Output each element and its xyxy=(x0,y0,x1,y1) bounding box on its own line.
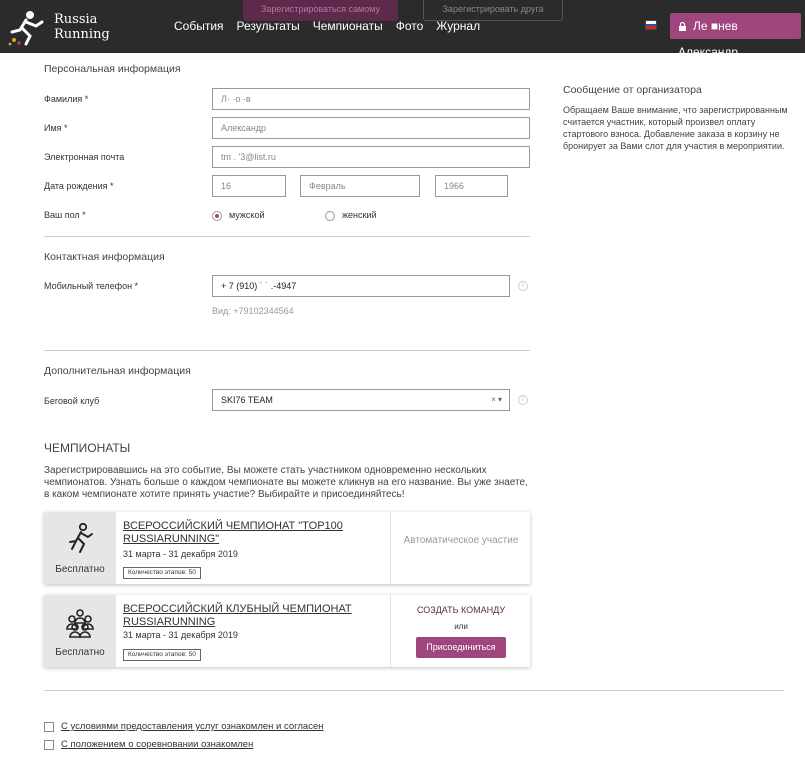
organizer-message-text: Обращаем Ваше внимание, что зарегистрированным считается участник, который произвел оплату стартового взноса. Добавление заказа в корзину не бронирует за Вами слот для участия в мероприятии. xyxy=(563,105,788,151)
championship-dates: 31 марта - 31 декабря 2019 xyxy=(123,549,238,559)
russian-flag-icon[interactable] xyxy=(645,20,657,30)
rules-checkbox[interactable] xyxy=(44,740,54,750)
running-club-select[interactable] xyxy=(212,389,510,411)
card-badge xyxy=(44,512,116,584)
name-field[interactable]: Александр xyxy=(212,117,530,139)
name-label: Имя * xyxy=(44,123,68,133)
birth-date-label: Дата рождения * xyxy=(44,181,114,191)
birth-month-select[interactable]: Февраль xyxy=(300,175,420,197)
divider xyxy=(44,236,530,237)
logo-text xyxy=(54,12,110,42)
or-label: или xyxy=(454,622,468,631)
running-club-label: Беговой клуб xyxy=(44,396,100,406)
auto-participation-status: Автоматическое участие xyxy=(403,535,519,546)
birth-year-field[interactable]: 1966 xyxy=(435,175,508,197)
user-account-button[interactable] xyxy=(670,13,801,59)
championship-card xyxy=(44,595,530,667)
nav-results[interactable]: Результаты xyxy=(236,19,300,33)
lock-icon xyxy=(678,22,687,31)
stages-count-badge: Количество этапов: 50 xyxy=(123,567,201,579)
championships-description: Зарегистрировавшись на это событие, Вы можете стать участником одновременно нескольких чемпионатов. Узнать больше о каждом чемпионате вы можете кликнув на его название. Вы уже знаете, в каком чемпионате хотите принять участие? Выбирайте и присоединяйтесь! xyxy=(44,465,528,500)
phone-field[interactable]: + 7 (910) ˙ ˙ .-4947 xyxy=(212,275,510,297)
nav-journal[interactable]: Журнал xyxy=(436,19,481,33)
top-navigation-bar xyxy=(0,0,805,59)
create-team-link[interactable]: СОЗДАТЬ КОМАНДУ xyxy=(416,605,506,615)
gender-male-label[interactable]: мужской xyxy=(229,210,265,220)
join-button[interactable]: Присоединиться xyxy=(416,637,506,658)
info-icon[interactable]: i xyxy=(518,281,528,291)
additional-info-title: Дополнительная информация xyxy=(44,365,191,377)
rules-link[interactable]: С положением о соревновании ознакомлен xyxy=(61,739,254,750)
gender-female-label[interactable]: женский xyxy=(342,210,377,220)
price-label: Бесплатно xyxy=(55,647,105,658)
contact-info-title: Контактная информация xyxy=(44,251,165,263)
terms-link[interactable]: С условиями предоставления услуг ознакомлен и согласен xyxy=(61,721,324,732)
divider xyxy=(44,690,784,691)
card-badge xyxy=(44,595,116,667)
gender-male-radio[interactable] xyxy=(212,211,222,221)
gender-female-radio[interactable] xyxy=(325,211,335,221)
running-club-value: SKI76 TEAM xyxy=(221,395,273,405)
surname-label: Фамилия * xyxy=(44,94,89,104)
surname-field[interactable]: Л· ·о ·в xyxy=(212,88,530,110)
group-icon xyxy=(64,605,96,639)
card-action-area xyxy=(390,512,530,584)
divider xyxy=(44,350,530,351)
clear-and-dropdown-icons[interactable]: × ▾ xyxy=(491,395,502,404)
championship-card xyxy=(44,512,530,584)
phone-label: Мобильный телефон * xyxy=(44,281,139,291)
gender-label: Ваш пол * xyxy=(44,210,86,220)
price-label: Бесплатно xyxy=(55,564,105,575)
nav-photo[interactable]: Фото xyxy=(395,19,424,33)
nav-championships[interactable]: Чемпионаты xyxy=(312,19,383,33)
email-field[interactable]: tm . '3@list.ru xyxy=(212,146,530,168)
organizer-message-title: Сообщение от организатора xyxy=(563,84,702,96)
championships-heading: ЧЕМПИОНАТЫ xyxy=(44,441,131,455)
email-label: Электронная почта xyxy=(44,152,125,162)
stages-count-badge: Количество этапов: 50 xyxy=(123,649,201,661)
register-self-button[interactable]: Зарегистрироваться самому xyxy=(243,0,398,21)
nav-events[interactable]: События xyxy=(174,19,224,33)
main-nav xyxy=(174,19,493,33)
user-name: Ле ■нев Александр xyxy=(678,19,739,59)
info-icon[interactable]: i xyxy=(518,395,528,405)
championship-title-link[interactable]: ВСЕРОССИЙСКИЙ ЧЕМПИОНАТ "TOP100 RUSSIARUNNING" xyxy=(123,520,343,545)
birth-day-field[interactable]: 16 xyxy=(212,175,286,197)
site-logo[interactable] xyxy=(6,8,126,48)
logo-runner-icon xyxy=(6,10,46,46)
register-friend-button[interactable]: Зарегистрировать друга xyxy=(423,0,563,21)
phone-format-hint: Вид: +79102344564 xyxy=(212,306,294,316)
card-action-area xyxy=(390,595,530,667)
logo-line-1: Russia xyxy=(54,12,98,27)
runner-icon xyxy=(64,522,96,556)
terms-checkbox[interactable] xyxy=(44,722,54,732)
personal-info-title: Персональная информация xyxy=(44,63,181,75)
logo-line-2: Running xyxy=(54,27,110,42)
championship-title-link[interactable]: ВСЕРОССИЙСКИЙ КЛУБНЫЙ ЧЕМПИОНАТ RUSSIARUNNING xyxy=(123,603,352,628)
championship-dates: 31 марта - 31 декабря 2019 xyxy=(123,630,238,640)
